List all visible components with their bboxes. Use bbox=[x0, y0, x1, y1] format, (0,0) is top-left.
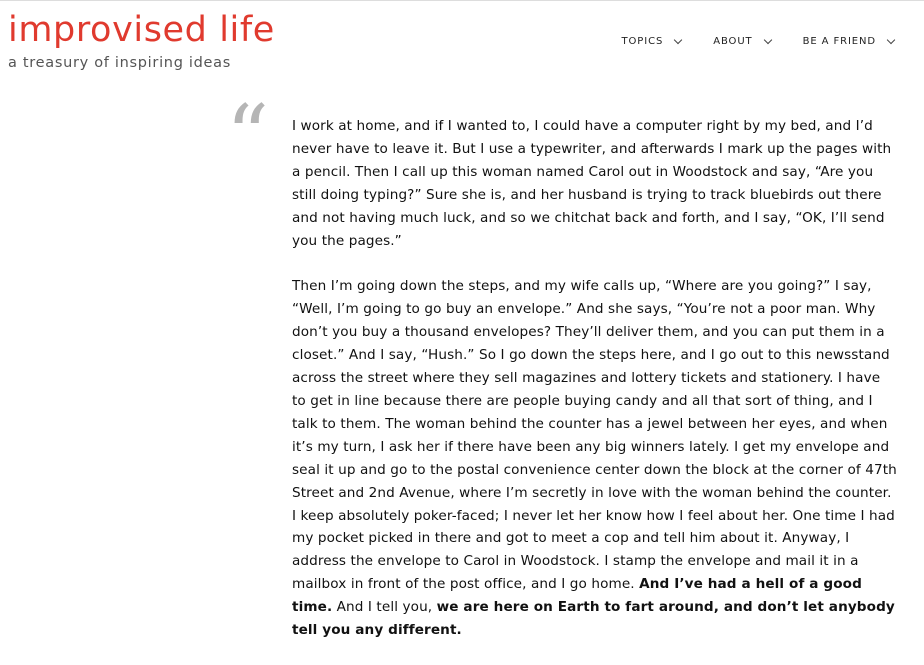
quote-emphasis: And I’ve had a hell of a good time. bbox=[292, 576, 862, 616]
nav-about[interactable] bbox=[713, 36, 770, 47]
quote-emphasis: we are here on Earth to fart around, and don’t let anybody tell you any different. bbox=[292, 599, 895, 639]
nav-topics[interactable] bbox=[622, 36, 682, 47]
blockquote bbox=[292, 115, 898, 665]
site-tagline: a treasury of inspiring ideas bbox=[8, 55, 232, 71]
site-logo-link[interactable]: improvised life bbox=[8, 10, 275, 50]
nav-be-a-friend[interactable] bbox=[803, 36, 894, 47]
top-divider bbox=[0, 0, 924, 1]
quote-mark-icon: “ bbox=[226, 87, 269, 185]
main-nav bbox=[622, 36, 894, 47]
quote-paragraph bbox=[292, 275, 898, 642]
nav-topics-label: TOPICS bbox=[621, 36, 664, 47]
chevron-down-icon bbox=[674, 35, 682, 43]
chevron-down-icon bbox=[887, 35, 895, 43]
nav-about-label: ABOUT bbox=[713, 36, 753, 47]
nav-be-a-friend-label: BE A FRIEND bbox=[802, 36, 876, 47]
quote-paragraph bbox=[292, 115, 898, 252]
quote-text: I work at home, and if I wanted to, I could have a computer right by my bed, and I’d never have to leave it. But I use a typewriter, and afterwards I mark up the pages with a pencil. Then I call up this woman named Carol out in Woodstock and say, “Are you still doing typing?” Sure she is, and her husband is trying to track bluebirds out there and not having much luck, and so we chitchat back and forth, and I say, “OK, I’ll send you the pages.” bbox=[292, 118, 892, 249]
quote-text: And I tell you, bbox=[336, 599, 433, 616]
site-brand bbox=[8, 10, 275, 72]
quote-text: Then I’m going down the steps, and my wife calls up, “Where are you going?” I say, “Well, I’m going to go buy an envelope.” And she says, “You’re not a poor man. Why don’t you buy a thousand envelopes? They’ll deliver them, and you can put them in a closet.” And I say, “Hush.” So I go down the steps here, and I go out to this newsstand across the street where they sell magazines and lottery tickets and stationery. I have to get in line because there are people buying candy and all that sort of thing, and I talk to them. The woman behind the counter has a jewel between her eyes, and when it’s my turn, I ask her if there have been any big winners lately. I get my envelope and seal it up and go to the postal convenience center down the block at the corner of 47th Street and 2nd Avenue, where I’m secretly in love with the woman behind the counter. I keep absolutely poker-faced; I never let her know how I feel about her. One time I had my pocket picked in there and got to meet a cop and tell him about it. Anyway, I address the envelope to Carol in Woodstock. I stamp the envelope and mail it in a mailbox in front of the post office, and I go home. bbox=[292, 278, 897, 593]
chevron-down-icon bbox=[763, 35, 771, 43]
